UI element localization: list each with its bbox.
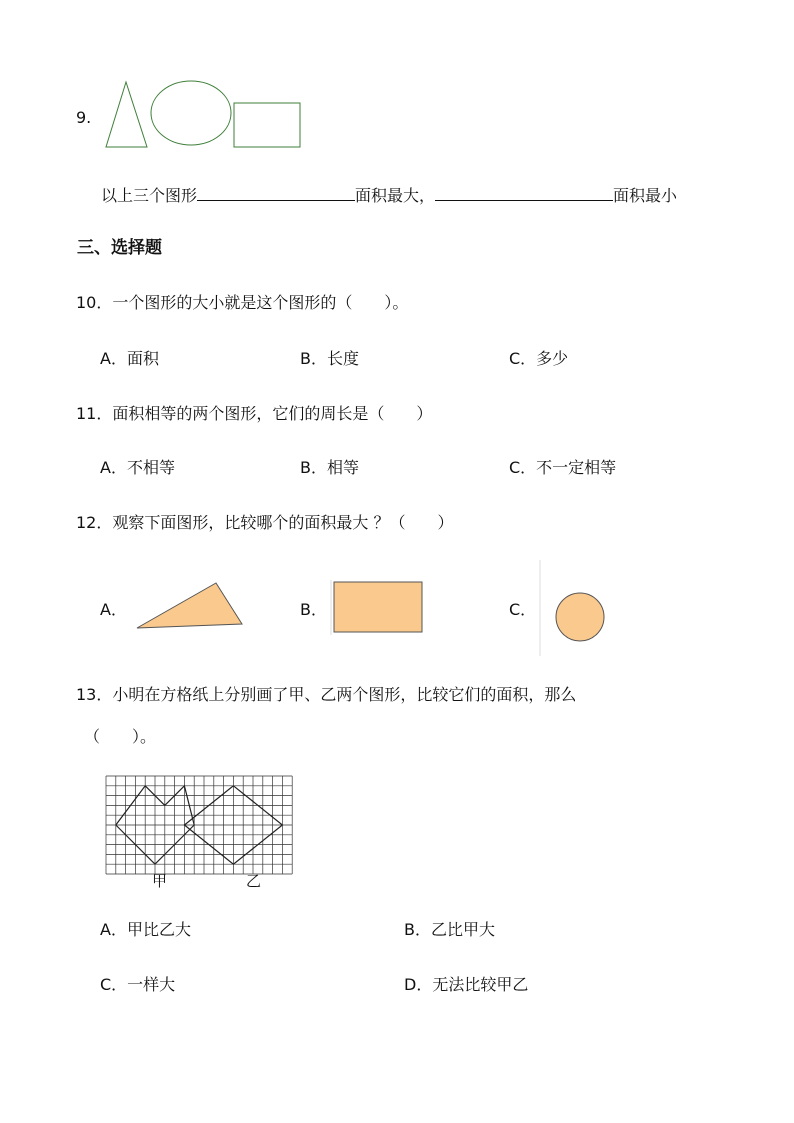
q12-option-a-label[interactable]: A．: [100, 600, 127, 619]
q12-stem: 12．观察下面图形，比较哪个的面积最大 ？（ ）: [76, 513, 454, 532]
q12-option-b-label[interactable]: B．: [300, 600, 327, 619]
q9-blank-largest[interactable]: [197, 184, 355, 201]
q13-stem-line2: （ ）。: [84, 727, 157, 746]
q9-text-part3: 面积最小: [613, 186, 678, 205]
q10-option-b[interactable]: B．长度: [300, 349, 359, 368]
q11-stem: 11．面积相等的两个图形，它们的周长是（ ）: [76, 404, 433, 423]
q10-option-c[interactable]: C．多少: [509, 349, 569, 368]
q9-number: 9.: [76, 108, 92, 127]
q12-option-c-label[interactable]: C．: [509, 600, 537, 619]
q9-rectangle: [234, 103, 300, 147]
q9-text-part1: 以上三个图形: [101, 186, 198, 205]
q12-option-c-circle[interactable]: [536, 560, 616, 660]
q12-option-a-triangle[interactable]: [134, 580, 246, 632]
q13-grid-figure: [104, 774, 294, 894]
q13-label-yi: 乙: [246, 872, 262, 890]
q13-label-jia: 甲: [152, 872, 168, 890]
q10-stem: 10．一个图形的大小就是这个图形的（ ）。: [76, 293, 409, 312]
q12-option-b-rectangle[interactable]: [330, 580, 426, 636]
q11-option-b[interactable]: B．相等: [300, 458, 359, 477]
q9-shapes: [104, 80, 304, 152]
q9-ellipse: [151, 81, 231, 145]
q9-sentence: [101, 184, 677, 206]
q13-option-c[interactable]: C．一样大: [100, 975, 176, 994]
q13-option-b[interactable]: B．乙比甲大: [404, 920, 495, 939]
q11-option-a[interactable]: A．不相等: [100, 458, 175, 477]
q9-triangle: [106, 82, 147, 147]
q13-stem-line1: 13．小明在方格纸上分别画了甲、乙两个图形，比较它们的面积，那么: [76, 685, 577, 704]
q9-blank-smallest[interactable]: [435, 184, 613, 201]
section-heading: 三、选择题: [77, 238, 162, 258]
q9-text-part2: 面积最大，: [355, 186, 436, 205]
q13-option-d[interactable]: D．无法比较甲乙: [404, 975, 529, 994]
q11-option-c[interactable]: C．不一定相等: [509, 458, 617, 477]
q13-option-a[interactable]: A．甲比乙大: [100, 920, 191, 939]
q10-option-a[interactable]: A．面积: [100, 349, 159, 368]
